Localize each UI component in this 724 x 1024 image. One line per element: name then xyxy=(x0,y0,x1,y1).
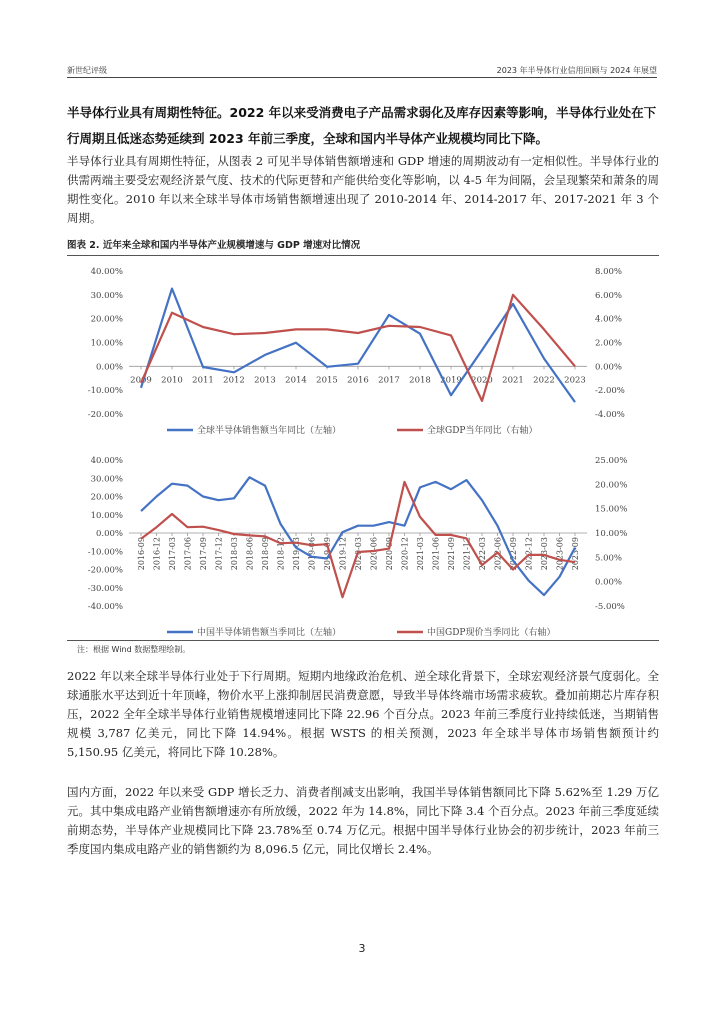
right-axis-tick: -5.00% xyxy=(595,602,625,612)
category-label: 2020 xyxy=(471,375,493,386)
category-label: 2018-03 xyxy=(230,537,239,571)
source-divider xyxy=(67,640,659,641)
category-label: 2017 xyxy=(378,375,400,386)
category-label: 2021 xyxy=(502,375,524,386)
chart-china xyxy=(67,450,659,640)
page-number: 3 xyxy=(358,942,366,955)
left-axis-tick: -10.00% xyxy=(87,386,123,397)
left-axis-tick: -20.00% xyxy=(87,410,123,420)
category-label: 2020-09 xyxy=(385,537,394,571)
right-axis-tick: -2.00% xyxy=(595,386,625,397)
category-label: 2018-12 xyxy=(276,537,286,571)
category-label: 2014 xyxy=(285,375,307,386)
paragraph-global-downcycle: 2022 年以来全球半导体行业处于下行周期。短期内地缘政治危机、逆全球化背景下，全球宏观经济景气度弱化。全球通胀水平达到近十年顶峰，物价水平上涨抑制居民消费意愿，导致半导体终端市场需求疲软。叠加前期芯片库存积压，2022 全年全球半导体行业销售规模增速同比下降 22.96 个百分点。2023 年前三季度行业持续低迷，当期销售规模 3,787 亿美元，同比下降 14.94%。根据 WSTS 的相关预测，2023 年全球半导体市场销售额预计约 5,150.95 亿美元，将同比下降 10.28%。 xyxy=(67,669,659,759)
left-axis-tick: 10.00% xyxy=(90,338,123,349)
lead-paragraph: 半导体行业具有周期性特征。2022 年以来受消费电子产品需求弱化及库存因素等影响，半导体行业处在下行周期且低迷态势延续到 2023 年前三季度，全球和国内半导体产业规模均同比下降。 xyxy=(67,105,657,146)
category-label: 2017-09 xyxy=(199,537,208,571)
category-label: 2023-06 xyxy=(555,537,565,571)
legend-label: 中国GDP现价当季同比（右轴） xyxy=(427,628,556,638)
category-label: 2023 xyxy=(564,375,586,386)
category-label: 2017-12 xyxy=(214,537,224,571)
right-axis-tick: 5.00% xyxy=(595,553,623,564)
category-label: 2021-09 xyxy=(447,537,456,571)
category-label: 2019 xyxy=(440,375,462,386)
category-label: 2022 xyxy=(533,375,555,386)
legend-label: 全球GDP当年同比（右轴） xyxy=(427,426,538,436)
category-label: 2021-12 xyxy=(462,537,472,571)
right-axis-tick: 4.00% xyxy=(595,314,623,325)
category-label: 2016 xyxy=(347,375,369,386)
left-axis-tick: 20.00% xyxy=(90,314,123,325)
category-label: 2013 xyxy=(254,375,276,386)
category-label: 2016-09 xyxy=(137,537,146,571)
category-label: 2012 xyxy=(223,375,245,386)
right-axis-tick: 8.00% xyxy=(595,267,623,277)
right-axis-tick: 10.00% xyxy=(595,529,628,539)
chart-global xyxy=(67,258,659,448)
left-axis-tick: -30.00% xyxy=(87,583,123,594)
left-axis-tick: 20.00% xyxy=(90,492,123,503)
legend-label: 全球半导体销售额当年同比（左轴） xyxy=(197,426,342,436)
category-label: 2018-09 xyxy=(261,537,270,571)
paragraph-cycle: 半导体行业具有周期性特征，从图表 2 可见半导体销售额增速和 GDP 增速的周期波动有一定相似性。半导体行业的供需两端主要受宏观经济景气度、技术的代际更替和产能供给变化等影响，以 4-5 年为间隔，会呈现繁荣和萧条的周期性变化。2010 年以来全球半导体市场销售额增速出现了 2010-2014 年、2014-2017 年、2017-2021 年 3 个周期。 xyxy=(67,154,659,225)
left-axis-tick: -20.00% xyxy=(87,565,123,576)
category-label: 2019-03 xyxy=(292,537,301,571)
category-label: 2022-12 xyxy=(524,537,534,571)
figure-caption: 图表 2. 近年来全球和国内半导体产业规模增速与 GDP 增速对比情况 xyxy=(67,237,659,256)
category-label: 2010 xyxy=(161,375,183,386)
legend-label: 中国半导体销售额当季同比（左轴） xyxy=(197,628,342,638)
header-org: 新世纪评级 xyxy=(67,66,107,75)
left-axis-tick: 10.00% xyxy=(90,510,123,521)
left-axis-tick: 30.00% xyxy=(90,290,123,301)
left-axis-tick: 40.00% xyxy=(90,456,123,466)
right-axis-tick: 0.00% xyxy=(595,577,623,588)
paragraph-domestic: 国内方面，2022 年以来受 GDP 增长乏力、消费者削减支出影响，我国半导体销售额同比下降 5.62%至 1.29 万亿元。其中集成电路产业销售额增速亦有所放缓，2022 年为 14.8%，同比下降 3.4 个百分点。2023 年前三季度延续前期态势，半导体产业规模同比下降 23.78%至 0.74 万亿元。根据中国半导体行业协会的初步统计，2023 年前三季度国内集成电路产业的销售额约为 8,096.5 亿元，同比仅增长 2.4%。 xyxy=(67,785,659,856)
right-axis-tick: 6.00% xyxy=(595,290,623,301)
category-label: 2022-06 xyxy=(493,537,503,571)
category-label: 2019-12 xyxy=(338,537,348,571)
category-label: 2016-12 xyxy=(152,537,162,571)
left-axis-tick: 30.00% xyxy=(90,474,123,485)
category-label: 2017-03 xyxy=(168,537,177,571)
right-axis-tick: 20.00% xyxy=(595,480,628,491)
category-label: 2020-12 xyxy=(400,537,410,571)
category-label: 2022-09 xyxy=(509,537,518,571)
left-axis-tick: 0.00% xyxy=(95,362,123,373)
category-label: 2017-06 xyxy=(183,537,193,571)
category-label: 2021-03 xyxy=(416,537,425,571)
right-axis-tick: 25.00% xyxy=(595,456,628,466)
category-label: 2011 xyxy=(192,375,214,386)
category-label: 2015 xyxy=(316,375,338,386)
right-axis-tick: 15.00% xyxy=(595,504,628,515)
left-axis-tick: 0.00% xyxy=(95,529,123,539)
left-axis-tick: 40.00% xyxy=(90,267,123,277)
category-label: 2018-06 xyxy=(245,537,255,571)
source-note: 注：根据 Wind 数据整理绘制。 xyxy=(77,645,191,654)
category-label: 2020-06 xyxy=(369,537,379,571)
series-line-left xyxy=(141,477,575,595)
category-label: 2023-03 xyxy=(540,537,549,571)
category-label: 2021-06 xyxy=(431,537,441,571)
right-axis-tick: 0.00% xyxy=(595,362,623,373)
category-label: 2019-09 xyxy=(323,537,332,571)
left-axis-tick: -10.00% xyxy=(87,547,123,558)
category-label: 2023-09 xyxy=(571,537,580,571)
category-label: 2020-03 xyxy=(354,537,363,571)
right-axis-tick: -4.00% xyxy=(595,410,625,420)
category-label: 2019-06 xyxy=(307,537,317,571)
left-axis-tick: -40.00% xyxy=(87,602,123,612)
category-label: 2009 xyxy=(130,375,152,386)
right-axis-tick: 2.00% xyxy=(595,338,623,349)
category-label: 2018 xyxy=(409,375,431,386)
page-header xyxy=(67,63,657,78)
header-report-title: 2023 年半导体行业信用回顾与 2024 年展望 xyxy=(496,66,657,75)
category-label: 2022-03 xyxy=(478,537,487,571)
